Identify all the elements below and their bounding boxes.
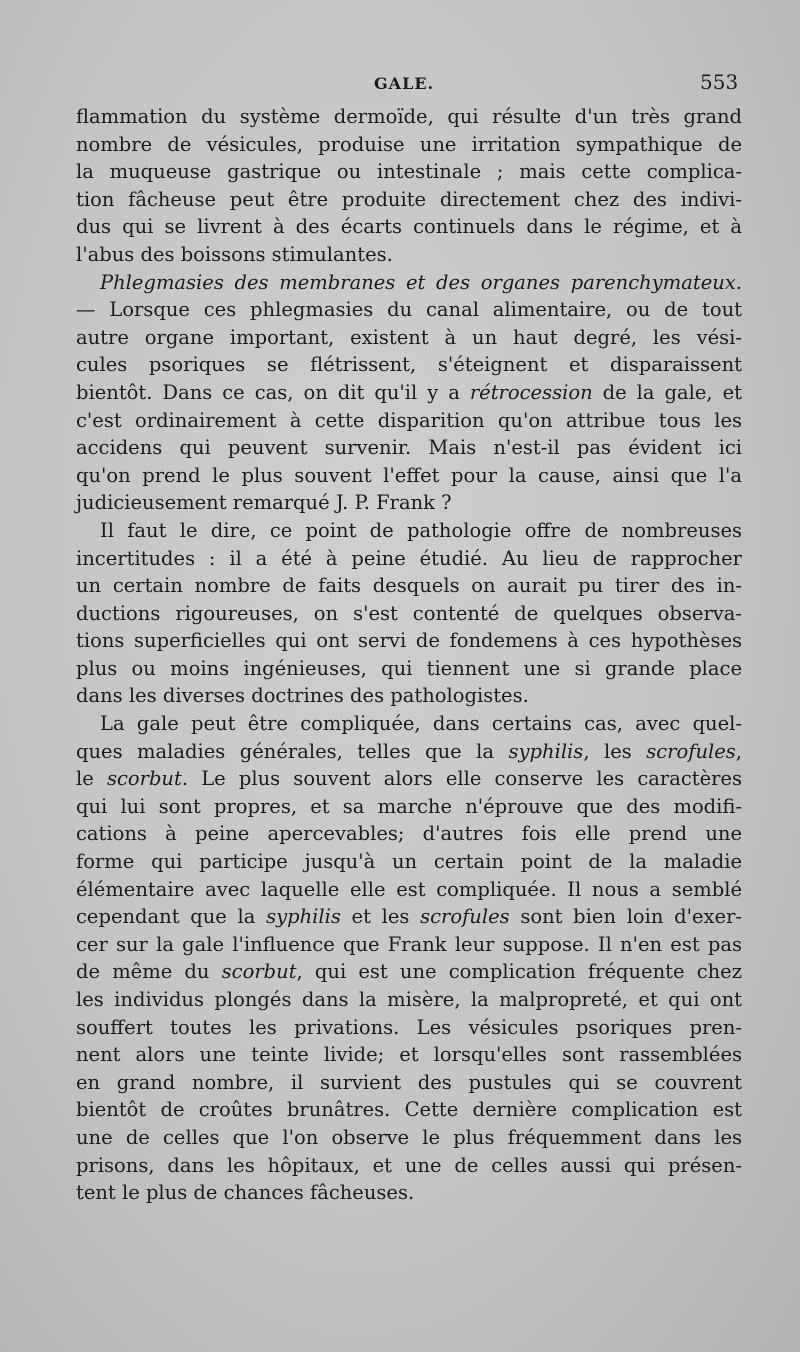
text-segment: et les (340, 905, 421, 929)
text-segment: , les (583, 739, 647, 763)
text-line: Il faut le dire, ce point de pathologie offre de nombreuses (100, 518, 742, 542)
text-line: en grand nombre, il survient des pustules qui se couvrent (76, 1070, 742, 1094)
text-line: nent alors une teinte livide; et lorsqu'elles sont rassemblées (76, 1043, 742, 1067)
text-line: judicieusement remarqué J. P. Frank ? (76, 491, 452, 515)
text-segment: cependant que la (76, 905, 267, 929)
text-line (76, 765, 742, 793)
text-line: ductions rigoureuses, on s'est contenté de quelques observa- (76, 601, 742, 625)
text-segment: le (76, 767, 107, 791)
text-line: autre organe important, existent à un haut degré, les vési- (76, 325, 742, 349)
text-line: les individus plongés dans la misère, la malpropreté, et qui ont (76, 988, 742, 1011)
italic-term: scorbut (221, 960, 297, 984)
text-line: accidens qui peuvent survenir. Mais n'est-il pas évident ici (76, 436, 742, 460)
italic-term: scrofules (646, 739, 736, 763)
text-segment: de la gale, et (592, 380, 742, 404)
section-heading-italic: Phlegmasies des membranes et des organes parenchymateux. (100, 270, 742, 294)
text-line: cations à peine apercevables; d'autres fois elle prend une (76, 822, 742, 846)
italic-term: scrofules (420, 905, 510, 929)
text-line (76, 958, 742, 986)
text-line: souffert toutes les privations. Les vésicules psoriques pren- (76, 1015, 742, 1039)
text-line (76, 903, 742, 931)
text-line: une de celles que l'on observe le plus fréquemment dans les (76, 1125, 742, 1149)
text-line: — Lorsque ces phlegmasies du canal alimentaire, ou de tout (76, 298, 742, 322)
text-line: incertitudes : il a été à peine étudié. Au lieu de rapprocher (76, 546, 742, 570)
text-line: tions superficielles qui ont servi de fondemens à ces hypothèses (76, 629, 742, 653)
text-line: tent le plus de chances fâcheuses. (76, 1181, 415, 1205)
text-segment: , qui est une complication fréquente chez (296, 960, 742, 984)
text-line: plus ou moins ingénieuses, qui tiennent une si grande place (76, 656, 742, 680)
page-number: 553 (700, 70, 739, 94)
text-line (76, 379, 742, 407)
italic-term: syphilis (508, 739, 584, 763)
text-segment: sont bien loin d'exer- (509, 905, 742, 929)
paragraph-incertitudes (76, 517, 742, 710)
text-segment: ques maladies générales, telles que la (76, 739, 509, 763)
text-line: qu'on prend le plus souvent l'effet pour la cause, ainsi que l'a (76, 463, 742, 487)
text-line: forme qui participe jusqu'à un certain point de la maladie (76, 850, 742, 874)
text-line: cules psoriques se flétrissent, s'éteignent et disparaissent (76, 353, 742, 377)
paragraph-complications (76, 710, 742, 1207)
text-segment: . Le plus souvent alors elle conserve les caractères (181, 767, 742, 791)
text-line: flammation du système dermoïde, qui résulte d'un très grand (76, 105, 742, 128)
text-line: l'abus des boissons stimulantes. (76, 242, 393, 266)
italic-term: scorbut (106, 767, 182, 791)
text-line: tion fâcheuse peut être produite directement chez des indivi- (76, 187, 742, 211)
text-line: la muqueuse gastrique ou intestinale ; mais cette complica- (76, 160, 742, 184)
text-line: dus qui se livrent à des écarts continuels dans le régime, et à (76, 215, 742, 239)
text-line: prisons, dans les hôpitaux, et une de celles aussi qui présen- (76, 1153, 742, 1177)
italic-term: rétrocession (469, 380, 593, 404)
text-segment: bientôt. Dans ce cas, on dit qu'il y a (76, 380, 470, 404)
text-segment: de même du (76, 960, 222, 984)
page-body (76, 103, 742, 1207)
text-line: bientôt de croûtes brunâtres. Cette dernière complication est (76, 1098, 742, 1122)
text-segment: , (735, 739, 742, 763)
paragraph-phlegmasies (76, 269, 742, 517)
text-line: cer sur la gale l'influence que Frank leur suppose. Il n'en est pas (76, 932, 742, 956)
text-line: La gale peut être compliquée, dans certains cas, avec quel- (100, 712, 742, 736)
running-title: GALE. (374, 74, 435, 93)
text-line: élémentaire avec laquelle elle est compliquée. Il nous a semblé (76, 877, 742, 901)
text-line: nombre de vésicules, produise une irritation sympathique de (76, 132, 742, 156)
page-header (0, 70, 800, 100)
text-line: qui lui sont propres, et sa marche n'éprouve que des modifi- (76, 794, 742, 818)
text-line (76, 738, 742, 766)
text-line: c'est ordinairement à cette disparition qu'on attribue tous les (76, 408, 742, 432)
paragraph-continuation (76, 103, 742, 269)
text-line (76, 269, 742, 297)
text-line: un certain nombre de faits desquels on aurait pu tirer des in- (76, 574, 742, 598)
italic-term: syphilis (266, 905, 341, 929)
text-line: dans les diverses doctrines des pathologistes. (76, 684, 529, 708)
